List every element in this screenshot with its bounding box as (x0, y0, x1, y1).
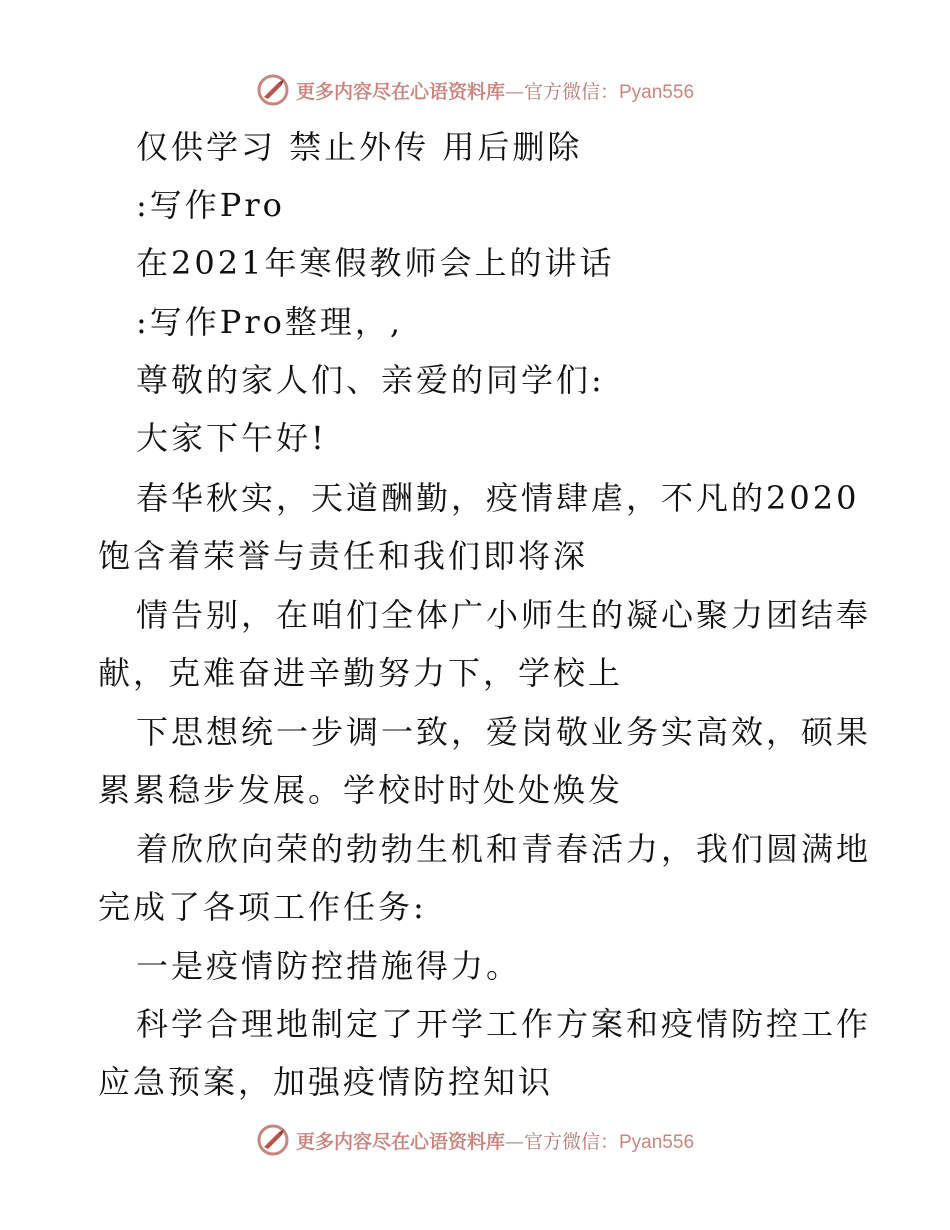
banner-dash: — (504, 1130, 524, 1153)
banner-text (296, 1127, 694, 1154)
banner-wechat-id: Pyan556 (619, 1131, 695, 1153)
text-line: 累累稳步发展。学校时时处处焕发 (98, 771, 624, 809)
logo-icon (256, 73, 290, 107)
text-line: :写作Pro (136, 186, 285, 224)
header-watermark-banner (0, 72, 950, 108)
text-line: 情告别，在咱们全体广小师生的凝心聚力团结奉 (136, 596, 872, 634)
banner-text (296, 77, 694, 104)
banner-main: 更多内容尽在心语资料库 (295, 80, 505, 103)
banner-wechat-id: Pyan556 (619, 81, 695, 103)
text-line: 饱含着荣誉与责任和我们即将深 (98, 537, 589, 575)
text-line: 在2021年寒假教师会上的讲话 (136, 244, 615, 282)
footer-watermark-banner (0, 1122, 950, 1158)
logo-icon (256, 1123, 290, 1157)
document-body (0, 118, 950, 1108)
text-line: 春华秋实，天道酬勤，疫情肆虐，不凡的2020 (136, 479, 860, 517)
text-line: 尊敬的家人们、亲爱的同学们: (136, 361, 605, 399)
text-line: 完成了各项工作任务: (98, 888, 427, 926)
banner-main: 更多内容尽在心语资料库 (295, 1130, 505, 1153)
text-line: 献，克难奋进辛勤努力下，学校上 (98, 654, 624, 692)
text-line: 一是疫情防控措施得力。 (136, 947, 522, 985)
text-line: 应急预案，加强疫情防控知识 (98, 1063, 554, 1101)
text-line: :写作Pro整理，, (136, 303, 404, 341)
banner-wechat-label: 官方微信： (523, 1130, 619, 1153)
text-line: 仅供学习 禁止外传 用后删除 (136, 128, 583, 166)
text-line: 科学合理地制定了开学工作方案和疫情防控工作 (136, 1005, 872, 1043)
text-line: 着欣欣向荣的勃勃生机和青春活力，我们圆满地 (136, 830, 872, 868)
text-line: 下思想统一步调一致，爱岗敬业务实高效，硕果 (136, 713, 872, 751)
text-line: 大家下午好! (136, 419, 327, 457)
banner-wechat-label: 官方微信： (523, 80, 619, 103)
banner-dash: — (504, 80, 524, 103)
